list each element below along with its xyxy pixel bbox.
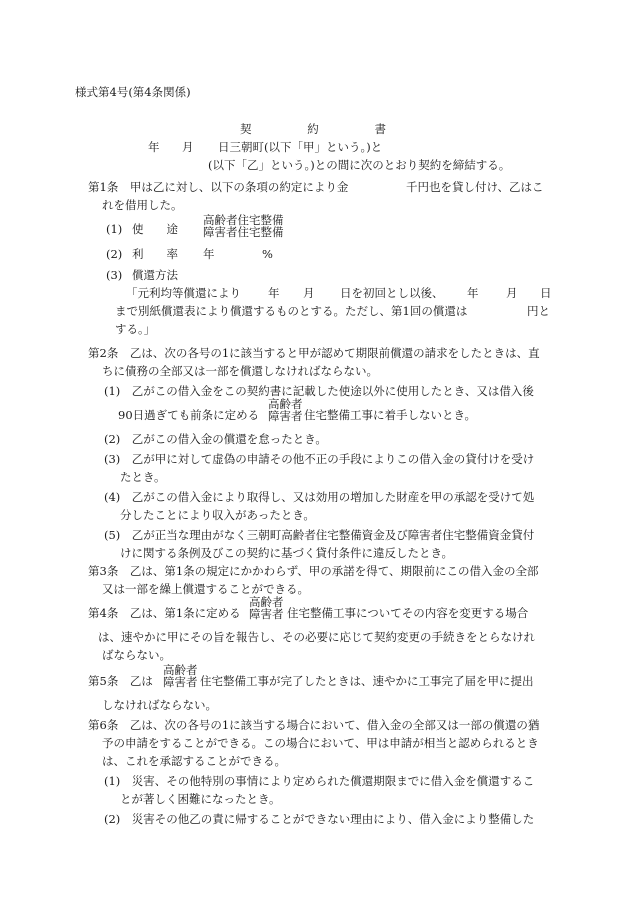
repay-end-month: 月 [506,286,518,300]
article-6-line-3: は、これを承認することができる。 [102,754,286,768]
item-3-number: (3) [106,268,123,282]
article-6-line-1: 第6条 乙は、次の各号の1に該当する場合において、借入金の全部又は一部の償還の猶 [88,718,540,732]
choice-option: 障害者 [163,675,198,690]
article-1-line-2: れを借用した。 [102,198,183,212]
rate-year: 年 [203,247,215,261]
article-5-line-1b: 住宅整備工事が完了したときは、速やかに工事完了届を甲に提出 [200,674,534,688]
elderly-disabled-choice [249,596,284,620]
article-2-item-5-line-2: けに関する条例及びこの契約に基づく貸付条件に違反したとき。 [120,546,454,560]
rate-percent: % [262,247,273,261]
choice-option: 高齢者 [163,663,198,677]
article-2-item-4-line-2: 分したことにより収入があったとき。 [120,508,315,522]
repay-method-1a: 「元利均等償還により [126,286,241,300]
date-day-party: 日三朝町(以下「甲」という。)と [218,140,383,154]
article-2-item-5-line-1: (5) 乙が正当な理由がなく三朝町高齢者住宅整備資金及び障害者住宅整備資金貸付 [104,528,535,542]
choice-option: 高齢者 [268,397,303,411]
title-char: 契 [240,122,252,136]
article-4-line-1a: 第4条 乙は、第1条に定める [88,606,241,620]
article-4-line-3: ばならない。 [102,648,171,662]
date-year: 年 [148,140,160,154]
item-1-label: 使 途 [132,222,178,236]
article-2-item-3-line-1: (3) 乙が甲に対して虚偽の申請その他不正の手段によりこの借入金の貸付けを受け [104,452,535,466]
article-5-line-1a: 第5条 乙は [88,674,153,688]
repay-end-year: 年 [467,286,479,300]
repay-method-2b: 円と [527,304,550,318]
article-1-line-1a: 第1条 甲は乙に対し、以下の条項の約定により金 [88,180,349,194]
article-2-item-4-line-1: (4) 乙がこの借入金により取得し、又は効用の増加した財産を甲の承認を受けて処 [104,490,535,504]
item-3-label: 償還方法 [132,268,178,282]
item-2-number: (2) [106,247,123,261]
article-2-item-1-line-1: (1) 乙がこの借入金をこの契約書に記載した使途以外に使用したとき、又は借入後 [104,384,534,398]
item-2-label: 利 率 [132,247,178,261]
title-char: 約 [307,122,319,136]
purpose-options [203,214,284,238]
repay-day: 日を初回とし以後、 [340,286,444,300]
contract-title [240,122,386,136]
form-label: 様式第4号(第4条関係) [75,85,191,99]
article-2-item-1-line-2b: 住宅整備工事に着手しないとき。 [304,408,477,422]
elderly-disabled-choice [268,398,303,422]
purpose-option: 障害者住宅整備 [203,225,284,240]
article-1-line-1b: 千円也を貸し付け、乙はこ [406,180,544,194]
article-5-line-2: しなければならない。 [102,698,217,712]
article-3-line-2: 又は一部を繰上償還することができる。 [102,582,309,596]
choice-option: 障害者 [249,607,284,622]
item-1-number: (1) [106,222,123,236]
repay-year: 年 [268,286,280,300]
article-6-line-2: 予の申請をすることができる。この場合において、甲は申請が相当と認められるとき [102,736,539,750]
repay-month: 月 [303,286,315,300]
article-4-line-1b: 住宅整備工事についてその内容を変更する場合 [287,606,529,620]
article-6-item-1-line-2: とが著しく困難になったとき。 [120,792,281,806]
article-2-item-1-line-2a: 90日過ぎても前条に定める [118,408,260,422]
repay-end-day: 日 [540,286,552,300]
purpose-option: 高齢者住宅整備 [203,213,284,227]
article-2-line-2: ちに債務の全部又は一部を償還しなければならない。 [102,364,378,378]
title-char: 書 [374,122,386,136]
elderly-disabled-choice [163,664,198,688]
choice-option: 障害者 [268,409,303,424]
article-2-item-3-line-2: たとき。 [120,470,166,484]
article-6-item-2-line-1: (2) 災害その他乙の責に帰することができない理由により、借入金により整備した [104,812,535,826]
party-b-line: (以下「乙」という。)との間に次のとおり契約を締結する。 [208,158,511,172]
repay-method-2a: まで別紙償還表により償還するものとする。ただし、第1回の償還は [115,304,468,318]
repay-method-3: する。」 [115,322,156,336]
article-4-line-2: は、速やかに甲にその旨を報告し、その必要に応じて契約変更の手続きをとらなけれ [98,630,535,644]
article-2-line-1: 第2条 乙は、次の各号の1に該当すると甲が認めて期限前償還の請求をしたときは、直 [88,346,540,360]
choice-option: 高齢者 [249,595,284,609]
article-2-item-2: (2) 乙がこの借入金の償還を怠ったとき。 [104,432,327,446]
article-3-line-1: 第3条 乙は、第1条の規定にかかわらず、甲の承諾を得て、期限前にこの借入金の全部 [88,564,539,578]
article-6-item-1-line-1: (1) 災害、その他特別の事情により定められた償還期限までに借入金を償還するこ [104,774,535,788]
date-month: 月 [182,140,194,154]
